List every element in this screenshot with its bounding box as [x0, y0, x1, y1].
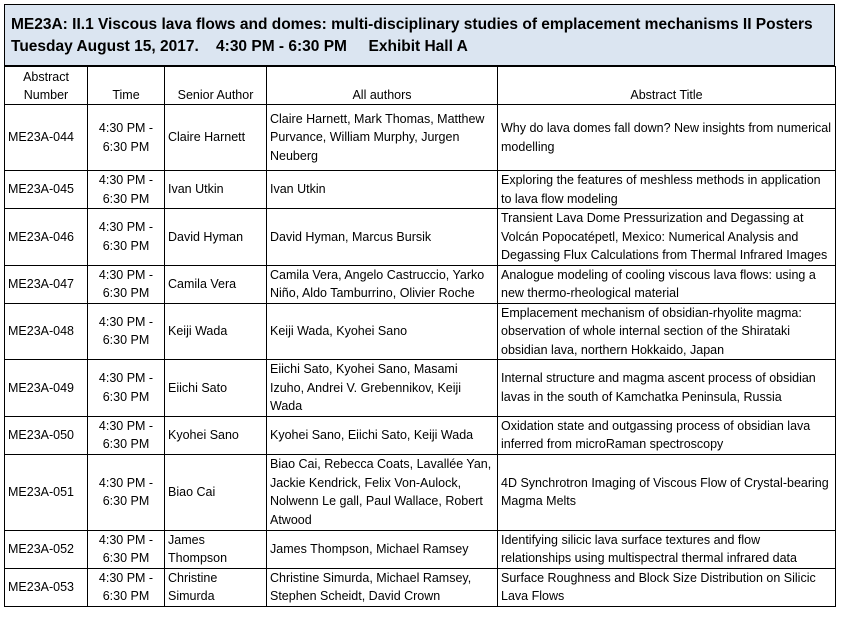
time-cell: 4:30 PM - 6:30 PM: [88, 568, 165, 606]
session-header: [4, 4, 835, 66]
senior-author-cell: Keiji Wada: [165, 303, 267, 360]
all-authors-cell: Claire Harnett, Mark Thomas, Matthew Purvance, William Murphy, Jurgen Neuberg: [267, 105, 498, 171]
time-cell: 4:30 PM - 6:30 PM: [88, 416, 165, 454]
table-body: [5, 105, 836, 607]
all-authors-cell: David Hyman, Marcus Bursik: [267, 209, 498, 266]
abstract-number-cell: ME23A-046: [5, 209, 88, 266]
abstract-title-cell: Transient Lava Dome Pressurization and Degassing at Volcán Popocatépetl, Mexico: Numerical Analysis and Degassing Flux Calculations from Thermal Infrared Images: [498, 209, 836, 266]
table-header-row: [5, 67, 836, 105]
abstract-number-cell: ME23A-049: [5, 360, 88, 417]
all-authors-cell: Christine Simurda, Michael Ramsey, Stephen Scheidt, David Crown: [267, 568, 498, 606]
abstract-number-cell: ME23A-050: [5, 416, 88, 454]
table-row: [5, 209, 836, 266]
all-authors-cell: Keiji Wada, Kyohei Sano: [267, 303, 498, 360]
senior-author-cell: Ivan Utkin: [165, 171, 267, 209]
time-cell: 4:30 PM - 6:30 PM: [88, 454, 165, 530]
time-cell: 4:30 PM - 6:30 PM: [88, 360, 165, 417]
time-cell: 4:30 PM - 6:30 PM: [88, 303, 165, 360]
abstract-number-cell: ME23A-048: [5, 303, 88, 360]
senior-author-cell: Eiichi Sato: [165, 360, 267, 417]
all-authors-cell: Kyohei Sano, Eiichi Sato, Keiji Wada: [267, 416, 498, 454]
abstract-number-cell: ME23A-047: [5, 265, 88, 303]
senior-author-cell: Camila Vera: [165, 265, 267, 303]
senior-author-cell: David Hyman: [165, 209, 267, 266]
abstract-title-cell: Oxidation state and outgassing process of obsidian lava inferred from microRaman spectroscopy: [498, 416, 836, 454]
abstract-number-cell: ME23A-045: [5, 171, 88, 209]
table-row: [5, 105, 836, 171]
all-authors-cell: James Thompson, Michael Ramsey: [267, 530, 498, 568]
senior-author-cell: Biao Cai: [165, 454, 267, 530]
session-title: ME23A: II.1 Viscous lava flows and domes: multi-disciplinary studies of emplacement mechanisms II Posters: [11, 16, 813, 33]
table-row: [5, 416, 836, 454]
all-authors-cell: Camila Vera, Angelo Castruccio, Yarko Niño, Aldo Tamburrino, Olivier Roche: [267, 265, 498, 303]
session-location: Exhibit Hall A: [368, 38, 468, 55]
session-time: 4:30 PM - 6:30 PM: [216, 38, 347, 55]
abstract-number-cell: ME23A-051: [5, 454, 88, 530]
session-details: [11, 36, 834, 58]
abstract-title-cell: Surface Roughness and Block Size Distribution on Silicic Lava Flows: [498, 568, 836, 606]
header-abstract-title: Abstract Title: [498, 67, 836, 105]
table-row: [5, 171, 836, 209]
senior-author-cell: Kyohei Sano: [165, 416, 267, 454]
abstract-title-cell: Exploring the features of meshless methods in application to lava flow modeling: [498, 171, 836, 209]
schedule-sheet: [4, 4, 835, 607]
senior-author-cell: James Thompson: [165, 530, 267, 568]
abstract-number-cell: ME23A-044: [5, 105, 88, 171]
table-row: [5, 530, 836, 568]
time-cell: 4:30 PM - 6:30 PM: [88, 530, 165, 568]
header-time: Time: [88, 67, 165, 105]
table-row: [5, 265, 836, 303]
abstract-title-cell: Identifying silicic lava surface textures and flow relationships using multispectral thermal infrared data: [498, 530, 836, 568]
abstract-title-cell: Emplacement mechanism of obsidian-rhyolite magma: observation of whole internal section of the Shirataki obsidian lava, northern Hokkaido, Japan: [498, 303, 836, 360]
senior-author-cell: Christine Simurda: [165, 568, 267, 606]
table-row: [5, 454, 836, 530]
abstract-number-cell: ME23A-052: [5, 530, 88, 568]
senior-author-cell: Claire Harnett: [165, 105, 267, 171]
session-date: Tuesday August 15, 2017.: [11, 38, 199, 55]
all-authors-cell: Ivan Utkin: [267, 171, 498, 209]
all-authors-cell: Eiichi Sato, Kyohei Sano, Masami Izuho, Andrei V. Grebennikov, Keiji Wada: [267, 360, 498, 417]
time-cell: 4:30 PM - 6:30 PM: [88, 171, 165, 209]
abstract-number-cell: ME23A-053: [5, 568, 88, 606]
time-cell: 4:30 PM - 6:30 PM: [88, 209, 165, 266]
table-row: [5, 568, 836, 606]
all-authors-cell: Biao Cai, Rebecca Coats, Lavallée Yan, Jackie Kendrick, Felix Von-Aulock, Nolwenn Le gall, Paul Wallace, Robert Atwood: [267, 454, 498, 530]
header-abstract-number: Abstract Number: [5, 67, 88, 105]
abstract-title-cell: Why do lava domes fall down? New insights from numerical modelling: [498, 105, 836, 171]
time-cell: 4:30 PM - 6:30 PM: [88, 105, 165, 171]
header-all-authors: All authors: [267, 67, 498, 105]
table-row: [5, 303, 836, 360]
abstract-title-cell: 4D Synchrotron Imaging of Viscous Flow of Crystal-bearing Magma Melts: [498, 454, 836, 530]
abstract-title-cell: Analogue modeling of cooling viscous lava flows: using a new thermo-rheological material: [498, 265, 836, 303]
abstracts-table: [4, 66, 836, 607]
abstract-title-cell: Internal structure and magma ascent process of obsidian lavas in the south of Kamchatka Peninsula, Russia: [498, 360, 836, 417]
header-senior-author: Senior Author: [165, 67, 267, 105]
time-cell: 4:30 PM - 6:30 PM: [88, 265, 165, 303]
table-row: [5, 360, 836, 417]
